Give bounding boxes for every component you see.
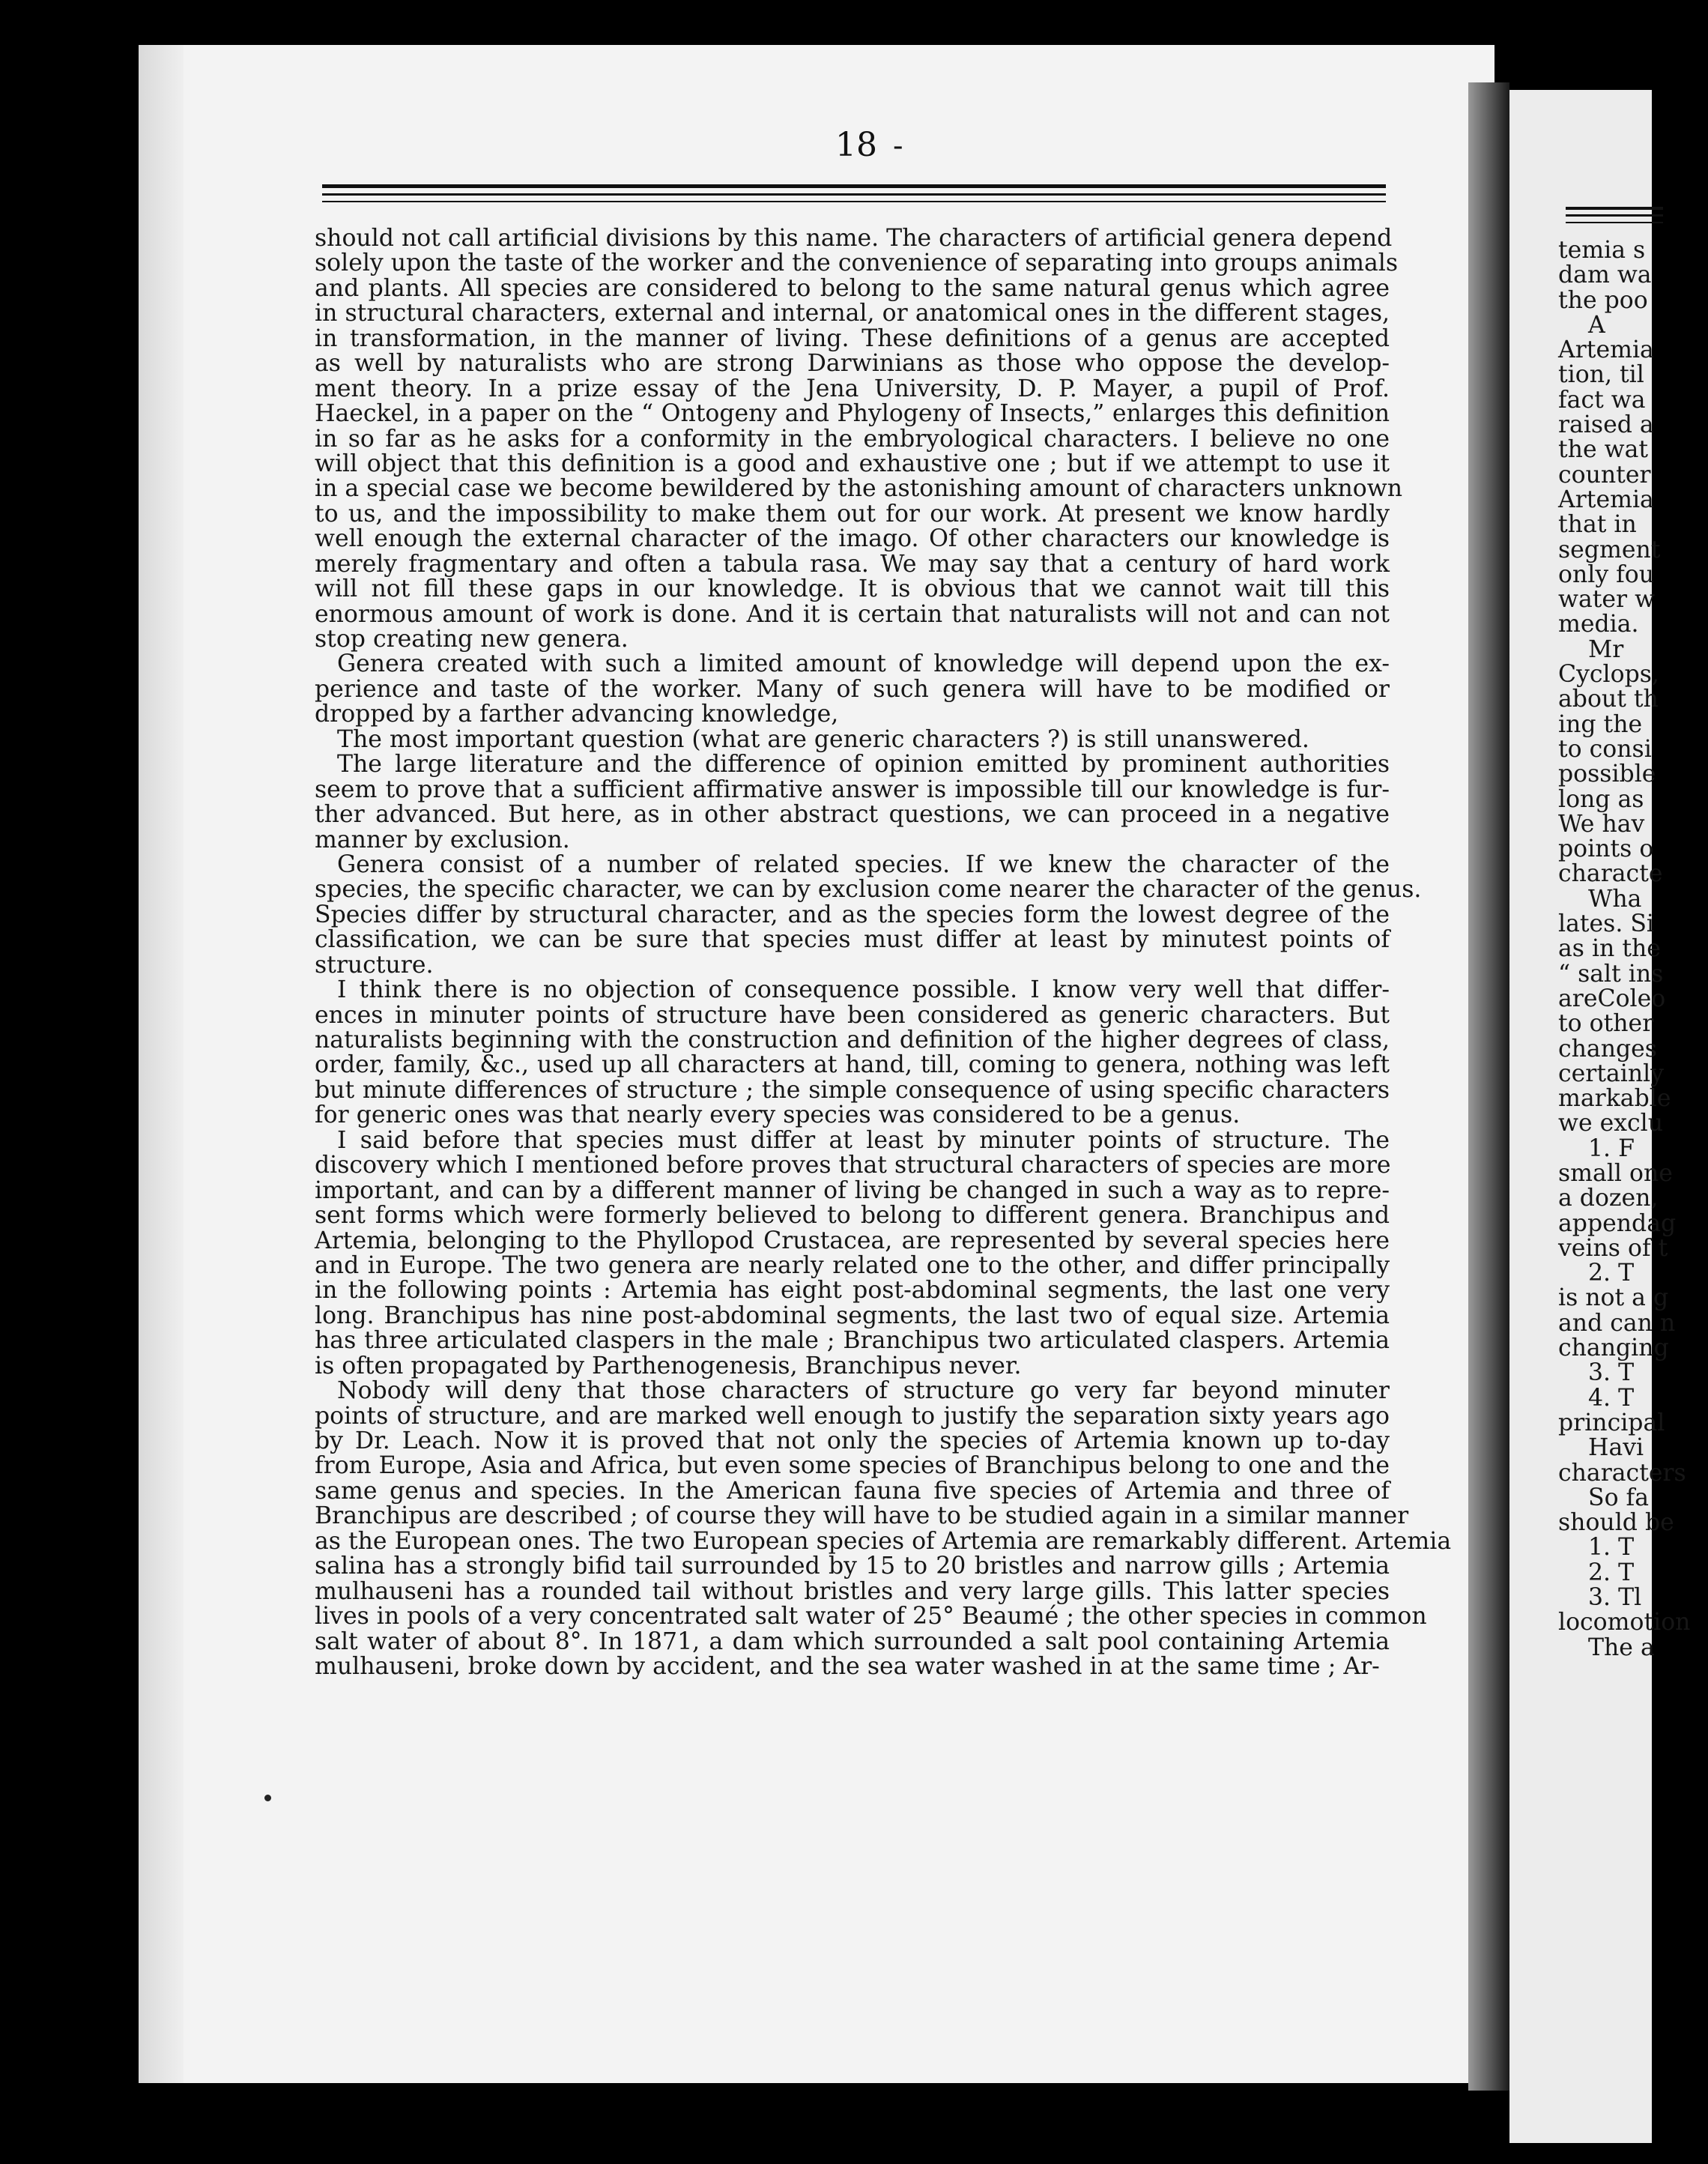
adjacent-text-fragment: lates. Si [1558,910,1654,938]
adjacent-text-fragment: characte [1558,860,1663,888]
adjacent-text-fragment: fact wa [1558,386,1646,414]
adjacent-text-fragment: Wha [1588,885,1642,913]
text-line: Branchipus are described ; of course they will have to be studied again in a similar manner [315,1502,1409,1530]
text-line: Genera created with such a limited amount of knowledge will depend upon the ex- [337,650,1390,678]
text-line: is often propagated by Parthenogenesis, Branchipus never. [315,1352,1022,1379]
text-line: dropped by a farther advancing knowledge, [315,701,839,728]
text-line: Artemia, belonging to the Phyllopod Crustacea, are represented by several species here [315,1227,1390,1254]
adjacent-page-text [1558,238,1708,1660]
adjacent-text-fragment: ing the [1558,710,1643,738]
text-line: species, the specific character, we can by exclusion come nearer the character of the genus. [315,876,1422,904]
adjacent-text-fragment: 4. T [1588,1384,1635,1412]
paragraph [315,652,1390,727]
adjacent-text-fragment: a dozen, [1558,1185,1659,1212]
text-line: stop creating new genera. [315,626,629,653]
text-line: The large literature and the difference of opinion emitted by prominent authorities [337,751,1390,779]
adjacent-text-fragment: veins of t [1558,1234,1668,1262]
text-line: should not call artificial divisions by this name. The characters of artificial genera depend [315,225,1393,252]
adjacent-text-fragment: and can n [1558,1309,1676,1337]
text-line: order, family, &c., used up all characters at hand, till, coming to genera, nothing was left [315,1051,1390,1079]
page-gutter [139,45,184,2083]
adjacent-text-fragment: to consi [1558,735,1652,763]
adjacent-text-fragment: should be [1558,1509,1674,1537]
adjacent-text-fragment: markable [1558,1085,1671,1113]
adjacent-text-fragment: that in [1558,511,1637,539]
paragraph [315,978,1390,1128]
text-line: for generic ones was that nearly every species was considered to be a genus. [315,1101,1241,1129]
adjacent-text-fragment: 1. F [1588,1134,1635,1162]
margin-mark [264,1795,271,1801]
adjacent-text-fragment: So fa [1588,1484,1649,1511]
text-line: in a special case we become bewildered by the astonishing amount of characters unknown [315,475,1402,503]
adjacent-text-fragment: 2. T [1588,1559,1635,1586]
text-line: will object that this definition is a good and exhaustive one ; but if we attempt to use it [315,450,1390,477]
adjacent-text-fragment: long as [1558,785,1644,813]
adjacent-text-fragment: 2. T [1588,1260,1635,1287]
adjacent-text-fragment: we exclu [1558,1110,1664,1137]
text-line: I said before that species must differ at least by minuter points of structure. The [337,1126,1390,1154]
paragraph [315,752,1390,853]
adjacent-text-fragment: appendag [1558,1209,1677,1237]
text-line: sent forms which were formerly believed to belong to different genera. Branchipus and [315,1202,1390,1230]
paragraph [315,225,1402,653]
adjacent-text-fragment: water w [1558,586,1656,614]
adjacent-text-fragment: segment [1558,536,1661,563]
adjacent-text-fragment: points o [1558,835,1654,863]
text-line: lives in pools of a very concentrated salt water of 25° Beaumé ; the other species in common [315,1603,1427,1630]
page-number: 18 [835,126,877,164]
paragraph [315,1377,1452,1680]
page-number-mark: - [893,129,903,163]
header-rule-thin [322,201,1386,202]
adjacent-text-fragment: is not a g [1558,1284,1669,1312]
paragraph [315,725,1390,753]
adjacent-text-fragment: certainly [1558,1060,1665,1087]
adjacent-text-fragment: media. [1558,611,1639,638]
adjacent-text-fragment: only fou [1558,560,1655,588]
text-line: ther advanced. But here, as in other abstract questions, we can proceed in a negative [315,801,1390,829]
text-line: structure. [315,951,434,979]
adjacent-text-fragment: 3. T [1588,1359,1635,1387]
text-line: The most important question (what are generic characters ?) is still unanswered. [337,725,1309,753]
adjacent-text-fragment: 3. Tl [1588,1584,1642,1612]
text-line: long. Branchipus has nine post-abdominal segments, the last two of equal size. Artemia [315,1302,1390,1329]
text-line: and in Europe. The two genera are nearly related one to the other, and differ principally [315,1251,1390,1279]
adjacent-text-fragment: changes [1558,1035,1657,1063]
text-line: as well by naturalists who are strong Darwinians as those who oppose the develop- [315,350,1390,378]
text-line: has three articulated claspers in the male ; Branchipus two articulated claspers. Artemia [315,1327,1390,1355]
adjacent-text-fragment: tion, til [1558,361,1644,389]
adjacent-text-fragment: temia s [1558,237,1646,264]
adjacent-text-fragment: the poo [1558,286,1648,314]
text-line: classification, we can be sure that species must differ at least by minutest points of [315,926,1390,954]
book-spine [1468,82,1509,2091]
body-text [315,225,1452,1680]
text-line: by Dr. Leach. Now it is proved that not only the species of Artemia known up to-day [315,1427,1390,1454]
adjacent-text-fragment: Cyclops, [1558,661,1659,689]
text-line: seem to prove that a sufficient affirmative answer is impossible till our knowledge is fur- [315,776,1390,803]
text-line: ment theory. In a prize essay of the Jena University, D. P. Mayer, a pupil of Prof. [315,375,1390,402]
text-line: to us, and the impossibility to make them out for our work. At present we know hardly [315,500,1390,528]
text-line: merely fragmentary and often a tabula rasa. We may say that a century of hard work [315,550,1390,578]
adjacent-text-fragment: Mr [1588,635,1624,663]
adjacent-text-fragment: areColeo [1558,985,1666,1012]
text-line: Haeckel, in a paper on the “ Ontogeny and Phylogeny of Insects,” enlarges this definition [315,400,1390,428]
text-line: perience and taste of the worker. Many of such genera will have to be modified or [315,675,1390,703]
text-line: discovery which I mentioned before proves that structural characters of species are more [315,1152,1391,1179]
text-line: Species differ by structural character, and as the species form the lowest degree of the [315,901,1390,928]
text-line: but minute differences of structure ; the simple consequence of using specific characters [315,1076,1390,1104]
text-line: mulhauseni, broke down by accident, and the sea water washed in at the same time ; Ar- [315,1652,1380,1680]
adjacent-text-fragment: counter [1558,461,1651,489]
text-line: important, and can by a different manner of living be changed in such a way as to repre- [315,1176,1390,1204]
adjacent-text-fragment: A [1588,311,1605,339]
text-line: I think there is no objection of consequence possible. I know very well that differ- [337,976,1390,1004]
adjacent-text-fragment: small one [1558,1159,1673,1187]
adjacent-text-fragment: Havi [1588,1434,1644,1462]
adjacent-text-fragment: We hav [1558,810,1645,838]
text-line: will not fill these gaps in our knowledge. It is obvious that we cannot wait till this [315,575,1390,603]
text-line: Genera consist of a number of related species. If we knew the character of the [337,850,1390,878]
adjacent-header-rule [1566,214,1663,217]
adjacent-header-rule [1566,207,1663,210]
adjacent-text-fragment: Artemia [1558,336,1654,364]
text-line: points of structure, and are marked well enough to justify the separation sixty years ago [315,1402,1390,1430]
paragraph [315,1128,1390,1379]
adjacent-header-rule [1566,222,1663,223]
adjacent-text-fragment: “ salt ins [1558,960,1664,988]
header-rule-thick [322,184,1386,188]
paragraph [315,850,1422,979]
header-rule-middle [322,193,1386,196]
adjacent-text-fragment: to other [1558,1010,1654,1038]
adjacent-text-fragment: changing [1558,1335,1669,1362]
text-line: naturalists beginning with the construction and definition of the higher degrees of class, [315,1027,1390,1054]
text-line: in structural characters, external and internal, or anatomical ones in the different stages, [315,300,1390,327]
adjacent-text-fragment: the wat [1558,436,1649,464]
adjacent-text-fragment: raised a [1558,411,1654,439]
adjacent-text-fragment: 1. T [1588,1534,1635,1562]
text-line: solely upon the taste of the worker and the convenience of separating into groups animals [315,250,1399,277]
text-line: Nobody will deny that those characters of structure go very far beyond minuter [337,1377,1390,1405]
text-line: salina has a strongly bifid tail surrounded by 15 to 20 bristles and narrow gills ; Artemia [315,1553,1390,1580]
text-line: from Europe, Asia and Africa, but even some species of Branchipus belong to one and the [315,1452,1390,1480]
text-line: enormous amount of work is done. And it is certain that naturalists will not and can not [315,600,1390,628]
adjacent-text-fragment: locomotion [1558,1609,1691,1636]
adjacent-text-fragment: The a [1588,1633,1655,1661]
text-line: as the European ones. The two European species of Artemia are remarkably different. Artemia [315,1527,1452,1555]
adjacent-text-fragment: characters [1558,1459,1686,1487]
adjacent-text-fragment: as in the [1558,935,1661,963]
text-line: ences in minuter points of structure have been considered as generic characters. But [315,1001,1390,1029]
adjacent-text-fragment: dam wa [1558,262,1652,289]
text-line: in the following points : Artemia has eight post-abdominal segments, the last one very [315,1277,1390,1305]
text-line: in so far as he asks for a conformity in the embryological characters. I believe no one [315,425,1390,453]
text-line: and plants. All species are considered to belong to the same natural genus which agree [315,274,1390,302]
adjacent-text-fragment: Artemia [1558,486,1654,513]
text-line: same genus and species. In the American fauna five species of Artemia and three of [315,1477,1390,1505]
text-line: salt water of about 8°. In 1871, a dam which surrounded a salt pool containing Artemia [315,1627,1390,1655]
text-line: manner by exclusion. [315,826,570,853]
text-line: well enough the external character of the imago. Of other characters our knowledge is [315,525,1390,553]
adjacent-text-fragment: principal [1558,1409,1665,1436]
text-line: in transformation, in the manner of living. These definitions of a genus are accepted [315,324,1390,352]
adjacent-text-fragment: about th [1558,686,1659,713]
text-line: mulhauseni has a rounded tail without bristles and very large gills. This latter species [315,1577,1390,1605]
adjacent-text-fragment: possible [1558,761,1656,788]
